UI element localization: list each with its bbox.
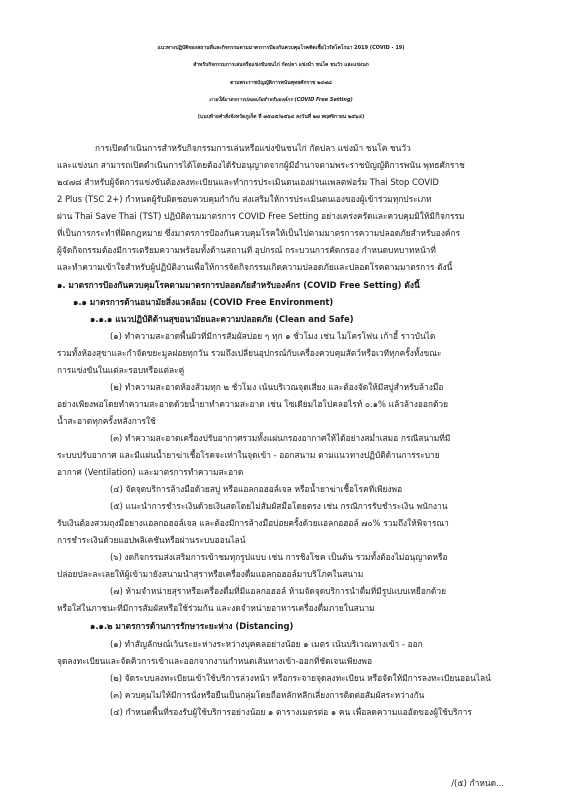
list-item-cont: อากาศ (Ventilation) และมาตรการทำความสะอาด (57, 467, 244, 477)
list-item: (๕) แนะนำการชำระเงินด้วยเงินสดโดยไม่สัมผัสมือโดยตรง เช่น กรณีการรับชำระเงิน พนักงาน (110, 501, 448, 511)
header-title: แนวทางปฏิบัติของสถานที่และกิจกรรมตามมาตรการป้องกันควบคุมโรคติดเชื้อไวรัสโคโรนา 2019 (COVID - 19) (157, 45, 405, 51)
subsubsection-heading: ๑.๑.๑ แนวปฏิบัติด้านสุขอนามัยและความปลอดภัย (Clean and Safe) (90, 314, 354, 324)
section-heading: ๑. มาตรการป้องกันควบคุมโรคตามมาตรการปลอดภัยสำหรับองค์กร (COVID Free Setting) ดังนี้ (57, 280, 420, 290)
subsection-heading: ๑.๑ มาตรการด้านอนามัยสิ่งแวดล้อม (COVID Free Environment) (73, 297, 334, 307)
list-item: (๒) จัดระบบลงทะเบียนเข้าใช้บริการล่วงหน้า หรือกระจายจุดลงทะเบียน หรือจัดให้มีการลงทะเบียนออนไลน์ (110, 673, 491, 683)
list-item-cont: จุดลงทะเบียนและจัดคิวการเข้าและออกจากงานกำหนดเส้นทางเข้า-ออกที่ชัดเจนเพียงพอ (57, 656, 372, 666)
list-item: (๒) ทำความสะอาดห้องส้วมทุก ๒ ชั่วโมง เน้นบริเวณจุดเสี่ยง และต้องจัดให้มีสบู่สำหรับล้างมือ (110, 382, 444, 392)
list-item-cont: หรือใส่ในภาชนะที่มีการสัมผัสหรือใช้ร่วมกัน และงดจำหน่ายอาหารเครื่องดื่มภายในสนาม (57, 603, 375, 613)
list-item-cont: รับเงินต้องสวมถุงมือยางแอลกอฮอล์เจล และต้องมีการล้างมือบ่อยครั้งด้วยแอลกอฮอล์ ๗๐% รวมถึงให้พิจารณา (57, 518, 449, 528)
list-item: (๓) ควบคุมไม่ให้มีการนั่งหรือยืนเป็นกลุ่มโดยถือหลักหลีกเลี่ยงการติดต่อสัมผัสระหว่างกัน (110, 690, 425, 700)
list-item-cont: น้ำสะอาดทุกครั้งหลังการใช้ (57, 416, 156, 426)
intro-line: ๒๔๗๘ สำหรับผู้จัดการแข่งขันต้องลงทะเบียนและทำการประเมินตนเองผ่านแพลตฟอร์ม Thai Stop COVID (57, 177, 439, 187)
intro-line: 2 Plus (TSC 2+) กำหนดผู้รับผิดชอบควบคุมกำกับ ส่งเสริมให้การประเมินตนเองของผู้เข้าร่วมทุกประเภท (57, 194, 432, 204)
intro-line: ผู้จัดกิจกรรมต้องมีการเตรียมความพร้อมทั้งด้านสถานที่ อุปกรณ์ กระบวนการคัดกรอง กำหนดบทบาทหน้าที่ (57, 245, 436, 255)
header-setting: ภายใต้มาตรการปลอดภัยสำหรับองค์กร (COVID Free Setting) (209, 97, 353, 103)
header-act: ตามพระราชบัญญัติการพนันพุทธศักราช ๒๔๗๘ (230, 80, 332, 86)
header-subtitle: สำหรับกิจกรรมการเล่นหรือแข่งขันชนไก่ กัดปลา แข่งม้า ชนโค ชนวัว และแข่งนก (193, 62, 369, 68)
list-item-cont: การชำระเงินด้วยแอปพลิเคชันหรือผ่านระบบออนไลน์ (57, 535, 246, 545)
intro-line: และแข่งนก สามารถเปิดดำเนินการได้โดยต้องได้รับอนุญาตจากผู้มีอำนาจตามพระราชบัญญัติการพนัน พุทธศักราช (57, 160, 465, 170)
list-item-cont: อย่างเพียงพอโดยทำความสะอาดด้วยน้ำยาทำความสะอาด เช่น โซเดียมไฮโปคลอไรท์ ๐.๑% แล้วล้างออกด้วย (57, 399, 449, 409)
list-item: (๑) ทำสัญลักษณ์เว้นระยะห่างระหว่างบุคคลอย่างน้อย ๑ เมตร เน้นบริเวณทางเข้า - ออก (110, 639, 423, 649)
list-item: (๓) ทำความสะอาดเครื่องปรับอากาศรวมทั้งแผ่นกรองอากาศให้ได้อย่างสม่ำเสมอ กรณีสนามที่มี (110, 433, 451, 443)
list-item-cont: รวมทั้งห้องสุขาและกำจัดขยะมูลฝอยทุกวัน รวมถึงเปลี่ยนอุปกรณ์กับเครื่องควบคุมสัตว์หรือเวทีทุกครั้งทั้งขณะ (57, 348, 442, 358)
intro-line: การเปิดดำเนินการสำหรับกิจกรรมการเล่นหรือแข่งขันชนไก่ กัดปลา แข่งม้า ชนโค ชนวัว (95, 143, 411, 153)
intro-line: ที่เป็นการกระทำที่ผิดกฎหมาย ซึ่งมาตรการป้องกันควบคุมโรคให้เป็นไปตามมาตรการความปลอดภัยสำหรับองค์กร (57, 228, 461, 238)
list-item-cont: การแข่งขันในแต่ละรอบหรือแต่ละคู่ (57, 365, 185, 375)
intro-line: และทำความเข้าใจสำหรับผู้ปฏิบัติงานเพื่อให้การจัดกิจกรรมเกิดความปลอดภัยและปลอดโรคตามมาตรการ ดังนี้ (57, 262, 453, 272)
list-item: (๗) ห้ามจำหน่ายสุราหรือเครื่องดื่มที่มีแอลกอฮอล์ ห้ามจัดจุดบริการนำดื่มที่มีรูปแบบเหยือกด้วย (110, 586, 446, 596)
list-item-cont: ระบบปรับอากาศ และมีแผ่นน้ำยาฆ่าเชื้อโรคจะเท่าในจุดเข้า - ออกสนาม ตามแนวทางปฏิบัติด้านการระบาย (57, 450, 440, 460)
intro-line: ผ่าน Thai Save Thai (TST) ปฏิบัติตามมาตรการ COVID Free Setting อย่างเคร่งครัดและควบคุมมิให้มีกิจกรรม (57, 211, 465, 221)
list-item: (๔) จัดจุดบริการล้างมือด้วยสบู่ หรือแอลกอฮอล์เจล หรือน้ำยาฆ่าเชื้อโรคที่เพียงพอ (110, 484, 403, 494)
list-item: (๖) งดกิจกรรมส่งเสริมการเข้าชมทุกรูปแบบ เช่น การชิงโชค เป็นต้น รวมทั้งต้องไม่อนุญาตหรือ (110, 552, 448, 562)
header-annex: (แนบท้ายคำสั่งจังหวัดภูเก็ต ที่ ๗๕๘๕/๒๕๖๔ ลงวันที่ ๒๗ พฤศจิกายน ๒๕๖๔) (197, 114, 365, 120)
list-item: (๑) ทำความสะอาดพื้นผิวที่มีการสัมผัสบ่อย ๆ ทุก ๑ ชั่วโมง เช่น ไมโครโฟน เก้าอี้ ราวบันได (110, 331, 436, 341)
subsubsection-heading: ๑.๑.๒ มาตรการด้านการรักษาระยะห่าง (Distancing) (90, 621, 294, 631)
list-item-cont: ปล่อยปละละเลยให้ผู้เข้ามายังสนามนำสุราหรือเครื่องดื่มแอลกอฮอล์มาบริโภคในสนาม (57, 569, 364, 579)
list-item: (๔) กำหนดพื้นที่รองรับผู้ใช้บริการอย่างน้อย ๑ ตารางเมตรต่อ ๑ คน เพื่อลดความแออัดของผู้ใช้บริการ (110, 707, 472, 717)
page-continuation: /(๕) กำหนด... (451, 778, 504, 788)
